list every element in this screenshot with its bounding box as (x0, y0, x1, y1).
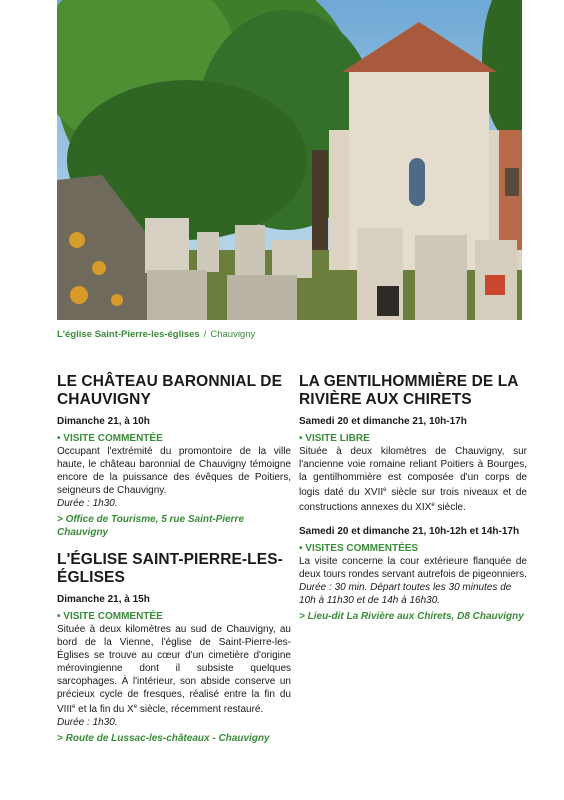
photo-caption (57, 329, 255, 340)
event-kind-2: • VISITES COMMENTÉES (299, 543, 419, 554)
right-column (299, 373, 527, 623)
event-description: Située à deux kilomètres de Chauvigny, sur l'ancienne voie romaine reliant Poitiers à Bourges, la gentilhommière est composée d'un corps de logis daté du XVIIe siècle sur trois niveaux et de constructions annexes du XIXe siècle. (299, 446, 527, 513)
caption-place: Chauvigny (210, 329, 256, 340)
event-kind: • VISITE LIBRE (299, 433, 370, 444)
event-description: Occupant l'extrémité du promontoire de la ville haute, le château baronnial de Chauvigny témoigne encore de la puissance des évêques de Poitiers, seigneurs de Chauvigny. (57, 446, 291, 496)
event-description-2: La visite concerne la cour extérieure flanquée de deux tours rondes servant autrefois de pigeonniers. (299, 556, 527, 580)
event-title: LE CHÂTEAU BARONNIAL DE CHAUVIGNY (57, 373, 283, 408)
event-location-link[interactable]: > Office de Tourisme, 5 rue Saint-Pierre Chauvigny (57, 514, 245, 538)
event-duration-2: Durée : 30 min. Départ toutes les 30 minutes de 10h à 11h30 et de 14h à 16h30. (299, 582, 512, 606)
event-kind: • VISITE COMMENTÉE (57, 611, 163, 622)
event-duration: Durée : 1h30. (57, 717, 118, 728)
church-photo (57, 0, 522, 320)
event-kind: • VISITE COMMENTÉE (57, 433, 163, 444)
event-title: LA GENTILHOMMIÈRE DE LA RIVIÈRE AUX CHIRETS (299, 373, 519, 408)
event-title: L'ÉGLISE SAINT-PIERRE-LES-ÉGLISES (57, 551, 283, 586)
caption-separator: / (203, 329, 207, 340)
left-column (57, 373, 291, 745)
event-location-link[interactable]: > Route de Lussac-les-châteaux - Chauvigny (57, 733, 270, 744)
event-description: Située à deux kilomètres au sud de Chauvigny, au bord de la Vienne, l'église de Saint-Pierre-les-Églises se trouve au cœur d'un cimetière d'origine mérovingienne dont il subsiste quelques sarcophages. À l'intérieur, son abside conserve un précieux cycle de fresques, réalisé entre la fin du VIIIe et la fin du Xe siècle, récemment restauré. (57, 624, 291, 715)
event-date-2: Samedi 20 et dimanche 21, 10h-12h et 14h-17h (299, 526, 520, 537)
eglise-event (57, 551, 291, 745)
caption-title: L'église Saint-Pierre-les-églises (57, 329, 200, 340)
event-date: Dimanche 21, à 10h (57, 416, 150, 427)
event-date: Samedi 20 et dimanche 21, 10h-17h (299, 416, 467, 427)
chateau-event (57, 373, 291, 539)
event-date: Dimanche 21, à 15h (57, 594, 150, 605)
event-location-link[interactable]: > Lieu-dit La Rivière aux Chirets, D8 Chauvigny (299, 611, 524, 622)
event-duration: Durée : 1h30. (57, 498, 118, 509)
